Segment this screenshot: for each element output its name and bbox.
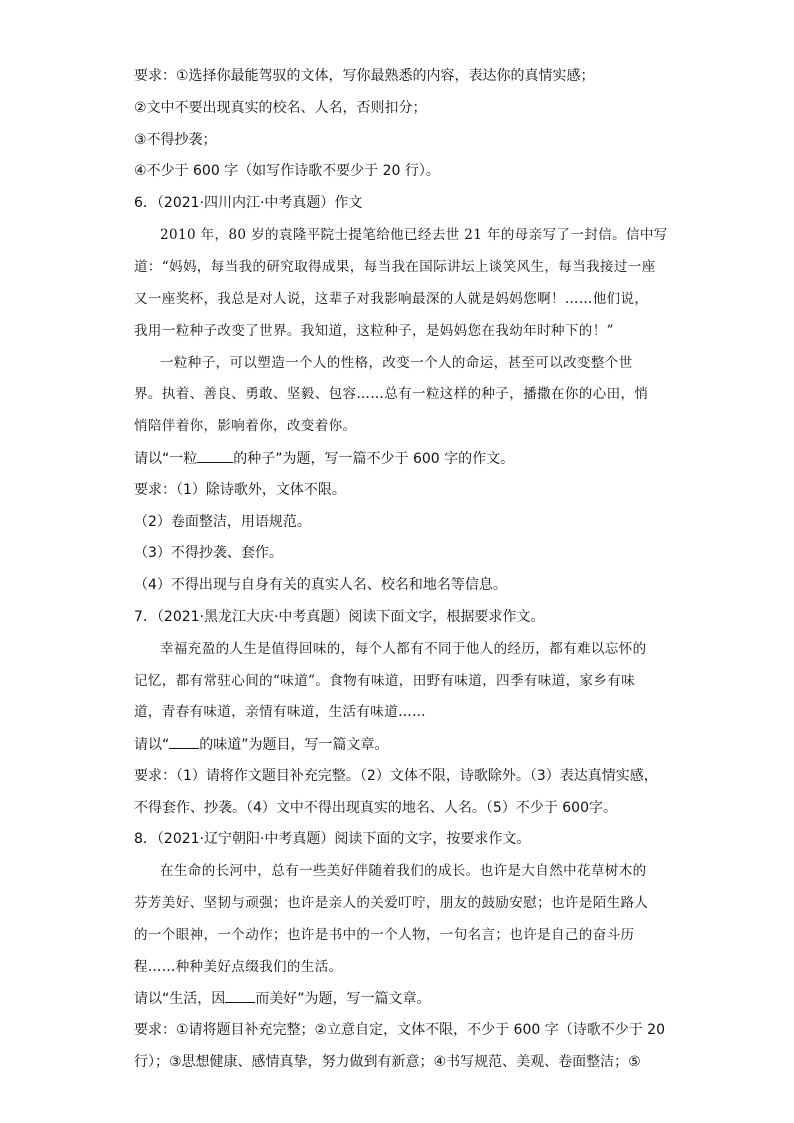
material-line: 一粒种子，可以塑造一个人的性格，改变一个人的命运，甚至可以改变整个世 — [160, 355, 633, 371]
material-line: 悄陪伴着你，影响着你，改变着你。 — [134, 418, 357, 434]
requirement-line: （4）不得出现与自身有关的真实人名、校名和地名等信息。 — [134, 577, 507, 593]
fill-blank — [169, 734, 199, 749]
requirement-line: 不得套作、抄袭。（4）文中不得出现真实的地名、人名。（5）不少于 600字。 — [134, 800, 617, 816]
essay-prompt-post: 的味道”为题目，写一篇文章。 — [199, 737, 389, 753]
material-line: 程……种种美好点缀我们的生活。 — [134, 959, 343, 975]
requirement-line: ④不少于 600 字（如写作诗歌不要少于 20 行）。 — [134, 163, 440, 179]
material-line: 又一座奖杯，我总是对人说，这辈子对我影响最深的人就是妈妈您啊！……他们说， — [134, 291, 649, 307]
material-line: 在生命的长河中，总有一些美好伴随着我们的成长。也许是大自然中花草树木的 — [160, 863, 647, 879]
fill-blank — [225, 988, 255, 1003]
requirement-line: 要求：①选择你最能驾驭的文体，写你最熟悉的内容，表达你的真情实感； — [134, 68, 595, 84]
material-line: 记忆，都有常驻心间的“味道”。食物有味道，田野有味道，四季有味道，家乡有味 — [134, 673, 636, 689]
material-line: 界。执着、善良、勇敢、坚毅、包容……总有一粒这样的种子，播撒在你的心田，悄 — [134, 386, 649, 402]
essay-prompt-pre: 请以“一粒 — [134, 451, 198, 467]
question-7-heading: 7．（2021·黑龙江大庆·中考真题）阅读下面文字，根据要求作文。 — [134, 609, 545, 625]
requirement-line: 要求：①请将题目补充完整；②立意自定，文体不限，不少于 600 字（诗歌不少于 20 — [134, 1022, 665, 1038]
material-line: 我用一粒种子改变了世界。我知道，这粒种子，是妈妈您在我幼年时种下的！” — [134, 323, 614, 339]
essay-prompt-pre: 请以“生活，因 — [134, 991, 226, 1007]
material-line: 的一个眼神，一个动作；也许是书中的一个人物，一句名言；也许是自己的奋斗历 — [134, 927, 635, 943]
requirement-line: 行）；③思想健康、感情真挚，努力做到有新意；④书写规范、美观、卷面整洁；⑤ — [134, 1054, 641, 1070]
material-line: 道：“妈妈，每当我的研究取得成果，每当我在国际讲坛上谈笑风生，每当我接过一座 — [134, 259, 656, 275]
requirement-line: ③不得抄袭； — [134, 132, 217, 148]
essay-prompt-post: 的种子”为题，写一篇不少于 600 字的作文。 — [233, 451, 515, 467]
essay-prompt — [134, 988, 431, 1009]
requirement-line: 要求：（1）请将作文题目补充完整。（2）文体不限，诗歌除外。（3）表达真情实感， — [134, 768, 658, 784]
requirement-line: （3）不得抄袭、套作。 — [134, 545, 283, 561]
material-line: 2010 年，80 岁的袁隆平院士提笔给他已经去世 21 年的母亲写了一封信。信中写 — [160, 227, 668, 243]
essay-prompt — [134, 734, 389, 755]
essay-prompt-pre: 请以“ — [134, 737, 170, 753]
fill-blank — [197, 448, 233, 463]
requirement-line: 要求：（1）除诗歌外，文体不限。 — [134, 482, 346, 498]
question-6-heading: 6．（2021·四川内江·中考真题）作文 — [134, 195, 363, 211]
essay-prompt — [134, 448, 514, 469]
question-8-heading: 8．（2021·辽宁朝阳·中考真题）阅读下面的文字，按要求作文。 — [134, 831, 531, 847]
material-line: 芬芳美好、坚韧与顽强；也许是亲人的关爱叮咛，朋友的鼓励安慰；也许是陌生路人 — [134, 895, 649, 911]
material-line: 幸福充盈的人生是值得回味的，每个人都有不同于他人的经历，都有难以忘怀的 — [160, 641, 647, 657]
requirement-line: （2）卷面整洁，用语规范。 — [134, 514, 311, 530]
material-line: 道，青春有味道，亲情有味道，生活有味道…… — [134, 704, 426, 720]
requirement-line: ②文中不要出现真实的校名、人名，否则扣分； — [134, 100, 427, 116]
essay-prompt-post: 而美好”为题，写一篇文章。 — [255, 991, 431, 1007]
